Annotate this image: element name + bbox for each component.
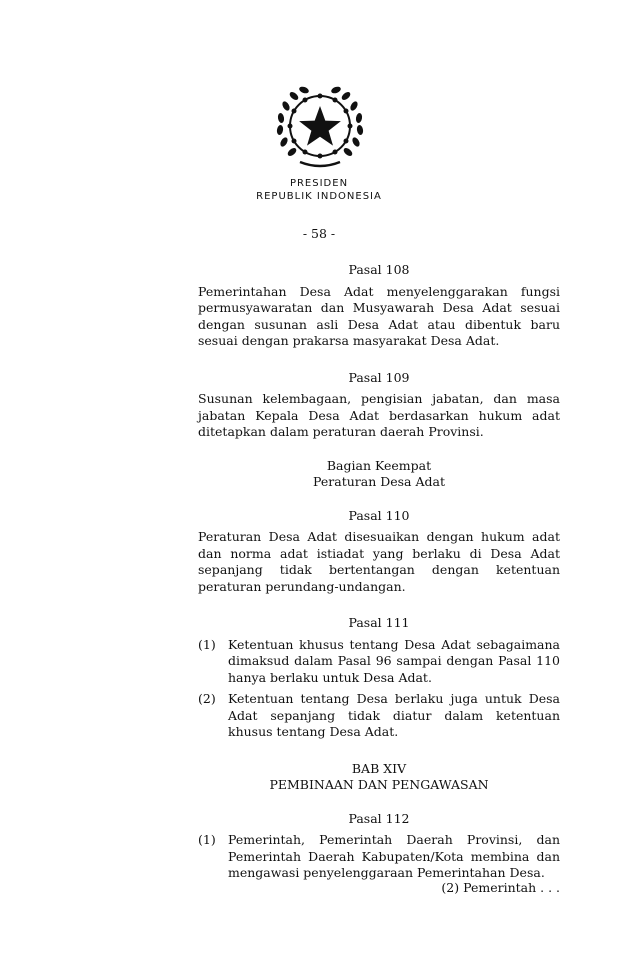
garuda-emblem-icon <box>270 82 370 170</box>
bagian-keempat-title: Bagian Keempat <box>326 457 432 473</box>
pasal-108-title: Pasal 108 <box>348 262 410 277</box>
pasal-111-item-1 <box>198 637 560 687</box>
pasal-109-title: Pasal 109 <box>348 369 410 385</box>
item-text: Pemerintah, Pemerintah Daerah Provinsi, dan Pemerintah Daerah Kabupaten/Kota membina dan mengawasi penyelenggaraan Pemerintahan Desa. <box>228 832 560 880</box>
item-text: Ketentuan tentang Desa berlaku juga untuk Desa Adat sepanjang tidak diatur dalam ketentuan khusus tentang Desa Adat. <box>228 691 560 739</box>
pasal-109-text: Susunan kelembagaan, pengisian jabatan, dan masa jabatan Kepala Desa Adat berdasarkan hukum adat ditetapkan dalam peraturan daerah Provinsi. <box>198 391 560 439</box>
pasal-112-title: Pasal 112 <box>348 810 410 826</box>
bab-xiv-subtitle: PEMBINAAN DAN PENGAWASAN <box>269 777 489 792</box>
pasal-110-title: Pasal 110 <box>348 507 410 523</box>
pasal-110-text: Peraturan Desa Adat disesuaikan dengan hukum adat dan norma adat istiadat yang berlaku di Desa Adat sepanjang tidak bertentangan dengan ketentuan peraturan perundang-undangan. <box>198 529 560 594</box>
header-presiden: PRESIDEN <box>289 178 349 189</box>
pasal-111-item-2 <box>198 691 560 741</box>
document-body <box>198 262 560 882</box>
item-text: Ketentuan khusus tentang Desa Adat sebagaimana dimaksud dalam Pasal 96 sampai dengan Pasal 110 hanya berlaku untuk Desa Adat. <box>228 636 560 685</box>
continuation-note: (2) Pemerintah . . . <box>441 880 560 895</box>
header-republik-indonesia: REPUBLIK INDONESIA <box>256 191 382 202</box>
item-number: (1) <box>198 832 216 847</box>
item-number: (1) <box>198 636 216 652</box>
bab-xiv-title: BAB XIV <box>351 760 407 776</box>
pasal-108-text: Pemerintahan Desa Adat menyelenggarakan fungsi permusyawaratan dan Musyawarah Desa Adat sesuai dengan susunan asli Desa Adat atau dibentuk baru sesuai dengan prakarsa masyarakat Desa Adat. <box>198 283 560 348</box>
pasal-112-item-1 <box>198 832 560 882</box>
item-number: (2) <box>198 691 216 706</box>
pasal-111-title: Pasal 111 <box>348 615 410 630</box>
page-number: - 58 - <box>302 226 336 241</box>
bagian-keempat-subtitle: Peraturan Desa Adat <box>313 474 445 489</box>
